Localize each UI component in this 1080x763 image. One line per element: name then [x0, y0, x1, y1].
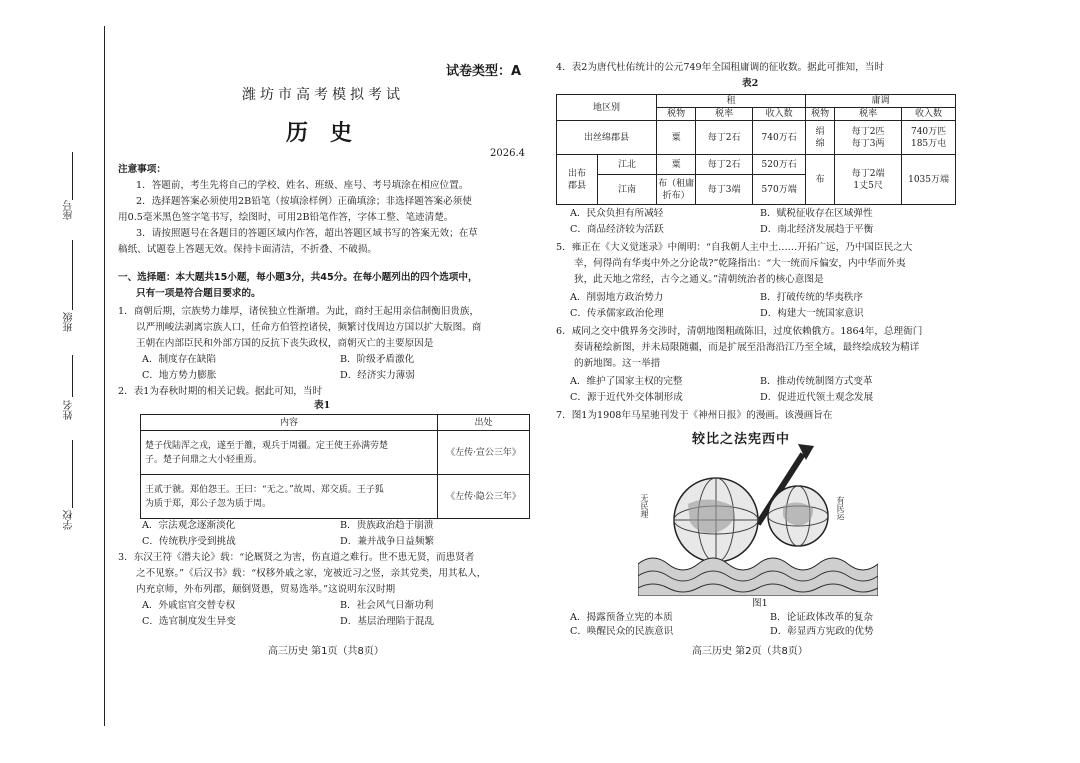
q3-option-a[interactable]: A．外戚宦官交替专权	[142, 600, 236, 611]
section-title-cont: 只有一项是符合题目要求的。	[136, 288, 261, 299]
q1-option-a[interactable]: A．制度存在缺陷	[142, 354, 217, 365]
q3-option-c[interactable]: C．选官制度发生异变	[142, 616, 236, 627]
binding-label-class: 班级	[64, 312, 75, 332]
question-6-line: 6．咸同之交中俄界务交涉时，清朝地图粗疏陈旧，过度依赖俄方。1864年，总理衙门	[556, 326, 923, 337]
question-2-stem: 2．表1为春秋时期的相关记载。据此可知，当时	[118, 386, 323, 397]
table-1-cell: 《左传·隐公三年》	[438, 475, 530, 519]
figure-1-caption: 图1	[752, 598, 768, 609]
cartoon-left-text: 无民理	[640, 494, 649, 518]
q2-option-a[interactable]: A．宗法观念逐渐淡化	[142, 520, 236, 531]
table-2-cell-line: 每丁3两	[851, 138, 885, 149]
binding-fill-line	[72, 355, 73, 397]
table-2-cell-line: 每丁2匹	[851, 126, 885, 137]
subject-title: 历 史	[286, 121, 353, 146]
table-2-cell-line: 1丈5尺	[853, 180, 883, 191]
q2-option-b[interactable]: B．贵族政治趋于崩溃	[340, 520, 434, 531]
q6-option-a[interactable]: A．维护了国家主权的完整	[570, 376, 683, 387]
q2-option-c[interactable]: C．传统秩序受到挑战	[142, 536, 236, 547]
table-2-header: 庸调	[806, 95, 956, 108]
table-2-subheader: 收入数	[753, 108, 806, 121]
binding-fill-line	[72, 152, 73, 200]
table-2-cell-line: 郡县	[567, 180, 586, 191]
q4-option-a[interactable]: A．民众负担有所减轻	[570, 208, 664, 219]
question-5-line: 狄，此天地之常经，古今之通义。”清朝统治者的核心意图是	[574, 274, 824, 285]
table-2-cell-line: 出布	[567, 168, 586, 179]
table-1-cell: 《左传·宣公三年》	[438, 431, 530, 475]
table-2-subheader: 税物	[657, 108, 696, 121]
table-2	[556, 94, 956, 205]
q6-option-b[interactable]: B．推动传统制图方式变革	[760, 376, 873, 387]
question-1-line: 以严刑峻法剥离宗族人口，任命方伯管控诸侯，频繁讨伐周边方国以扩大版图。商	[136, 322, 482, 333]
table-2-cell: 每丁2石	[696, 121, 753, 155]
table-2-cell: 出丝绵郡县	[557, 121, 657, 155]
table-2-header: 租	[657, 95, 806, 108]
question-5-line: 5．雍正在《大义觉迷录》中阐明：“自我朝人主中土……开拓广远，乃中国臣民之大	[556, 242, 913, 253]
notice-line: 3．请按照题号在各题目的答题区域内作答，超出答题区域书写的答案无效；在草	[136, 228, 478, 239]
q7-option-b[interactable]: B．论证政体改革的复杂	[770, 612, 873, 623]
q5-option-d[interactable]: D．构建大一统国家意识	[760, 308, 864, 319]
table-2-cell	[835, 155, 902, 205]
question-6-line: 的新地图。这一举措	[574, 358, 661, 369]
table-2-cell-line: 绵	[815, 138, 825, 149]
q4-option-c[interactable]: C．商品经济较为活跃	[570, 224, 664, 235]
table-2-cell: 570万端	[753, 175, 806, 205]
q6-option-c[interactable]: C．源于近代外交体制形成	[570, 392, 683, 403]
q5-option-b[interactable]: B．打破传统的华夷秩序	[760, 292, 863, 303]
binding-label-school: 学校	[64, 510, 75, 530]
table-2-cell	[557, 155, 598, 205]
q2-option-d[interactable]: D．兼并战争日益频繁	[340, 536, 435, 547]
table-2-cell: 粟	[657, 155, 696, 175]
question-3-line: 内充京师，外布列郡，颠倒贤愚，贸易选举。”这说明东汉时期	[136, 584, 396, 595]
table-2-cell: 粟	[657, 121, 696, 155]
exam-date: 2026.4	[490, 148, 525, 159]
q4-option-b[interactable]: B．赋税征收存在区域弹性	[760, 208, 873, 219]
table-2-subheader: 税物	[806, 108, 835, 121]
notice-line: 1．答题前，考生先将自己的学校、姓名、班级、座号、考号填涂在相应位置。	[136, 180, 469, 191]
cartoon-right-text: 有民运	[836, 496, 845, 520]
question-1-line: 1．商朝后期，宗族势力雄厚，诸侯独立性渐增。为此，商纣王起用亲信制衡旧贵族，	[118, 306, 480, 317]
table-2-cell: 740万石	[753, 121, 806, 155]
table-1-cell: 为质于郑，郑公子忽为质于周。	[145, 498, 272, 509]
cartoon-figure	[638, 424, 878, 596]
table-2-cell-line: 绢	[815, 126, 825, 137]
table-1-cell: 王贰于虢。郑伯怨王。王曰：“无之。”故周、郑交质。王子狐	[145, 484, 384, 495]
binding-label-name: 姓名	[64, 400, 75, 420]
table-1-header: 出处	[438, 415, 530, 431]
table-2-cell	[902, 121, 956, 155]
table-2-subheader: 收入数	[902, 108, 956, 121]
question-1-line: 王朝在内部臣民和外部方国的反抗下丧失政权，商朝灭亡的主要原因是	[136, 338, 434, 349]
section-title: 一、选择题：本大题共15小题，每小题3分，共45分。在每小题列出的四个选项中，	[118, 272, 478, 283]
table-1-header: 内容	[141, 415, 438, 431]
question-3-line: 之不见察。”《后汉书》载：“权移外戚之家，宠被近习之竖，亲其党类，用其私人，	[136, 568, 487, 579]
q1-option-c[interactable]: C．地方势力膨胀	[142, 370, 217, 381]
table-2-cell	[806, 121, 835, 155]
binding-label-seat: 座号	[64, 200, 75, 220]
table-row	[141, 431, 438, 475]
q5-option-a[interactable]: A．削弱地方政治势力	[570, 292, 664, 303]
table-2-cell	[835, 121, 902, 155]
q7-option-c[interactable]: C．唤醒民众的民族意识	[570, 626, 674, 637]
binding-margin	[0, 0, 110, 763]
question-6-line: 奏请秘绘新图，并未局限随疆，而是扩展至沿海沿江乃至全域，最终绘成较为精详	[574, 342, 920, 353]
table-2-cell: 1035万端	[902, 155, 956, 205]
table-2-cell: 江南	[598, 175, 657, 205]
table-1-cell: 子。楚子问鼎之大小轻重焉。	[145, 454, 263, 465]
q6-option-d[interactable]: D．促进近代领土观念发展	[760, 392, 874, 403]
notice-title: 注意事项：	[118, 164, 166, 175]
table-2-header: 地区别	[557, 95, 657, 121]
q1-option-d[interactable]: D．经济实力薄弱	[340, 370, 415, 381]
binding-rule	[104, 26, 105, 726]
table-2-cell: 520万石	[753, 155, 806, 175]
question-5-line: 幸，何得尚有华夷中外之分论哉?”乾隆指出：“大一统而斥偏安，内中华而外夷	[574, 258, 906, 269]
exam-title: 潍坊市高考模拟考试	[242, 87, 404, 103]
table-2-subheader: 税率	[696, 108, 753, 121]
table-1	[140, 414, 530, 519]
table-2-cell-line: 740万匹	[910, 126, 947, 137]
page-footer: 高三历史 第2页（共8页）	[692, 646, 808, 657]
table-2-cell: 布	[806, 155, 835, 205]
notice-line: 稿纸、试题卷上答题无效。保持卡面清洁，不折叠、不破损。	[118, 244, 378, 255]
q7-option-a[interactable]: A．揭露预备立宪的本质	[570, 612, 673, 623]
q4-option-d[interactable]: D．南北经济发展趋于平衡	[760, 224, 874, 235]
binding-fill-line	[72, 240, 73, 310]
question-4-stem: 4．表2为唐代杜佑统计的公元749年全国租庸调的征收数。据此可推知，当时	[556, 62, 884, 73]
table-2-cell-line: 布（租庸	[658, 178, 695, 189]
table-1-caption: 表1	[314, 400, 331, 411]
table-1-cell: 楚子伐陆浑之戎，遂至于雒，观兵于周疆。定王使王孙满劳楚	[145, 440, 389, 451]
table-row	[141, 475, 438, 519]
notice-line: 用0.5毫米黑色签字笔书写，绘图时，可用2B铅笔作答，字体工整、笔迹清楚。	[118, 212, 454, 223]
table-2-cell: 每丁2石	[696, 155, 753, 175]
q5-option-c[interactable]: C．传承儒家政治伦理	[570, 308, 664, 319]
q3-option-b[interactable]: B．社会风气日渐功利	[340, 600, 434, 611]
table-2-cell: 江北	[598, 155, 657, 175]
table-2-cell-line: 每丁2端	[851, 168, 885, 179]
page-footer: 高三历史 第1页（共8页）	[268, 646, 384, 657]
notice-line: 2．选择题答案必须使用2B铅笔（按填涂样例）正确填涂；非选择题答案必须使	[136, 196, 472, 207]
question-7-stem: 7．图1为1908年马星驰刊发于《神州日报》的漫画。该漫画旨在	[556, 410, 833, 421]
table-2-caption: 表2	[742, 78, 759, 89]
table-2-subheader: 税率	[835, 108, 902, 121]
q1-option-b[interactable]: B．阶级矛盾激化	[340, 354, 415, 365]
table-2-cell	[657, 175, 696, 205]
q3-option-d[interactable]: D．基层治理陷于混乱	[340, 616, 435, 627]
table-2-cell-line: 185万屯	[910, 138, 947, 149]
binding-fill-line	[72, 440, 73, 508]
cartoon-banner: 较比之法宪西中	[692, 432, 791, 447]
table-2-cell-line: 折布）	[662, 190, 690, 201]
table-2-cell: 每丁3端	[696, 175, 753, 205]
q7-option-d[interactable]: D．彰显西方宪政的优势	[770, 626, 874, 637]
question-3-line: 3．东汉王符《潜夫论》载：“论厩贤之为害，伤直道之难行。世不患无贤，而患贤者	[118, 552, 475, 563]
exam-type: 试卷类型：A	[446, 64, 522, 79]
